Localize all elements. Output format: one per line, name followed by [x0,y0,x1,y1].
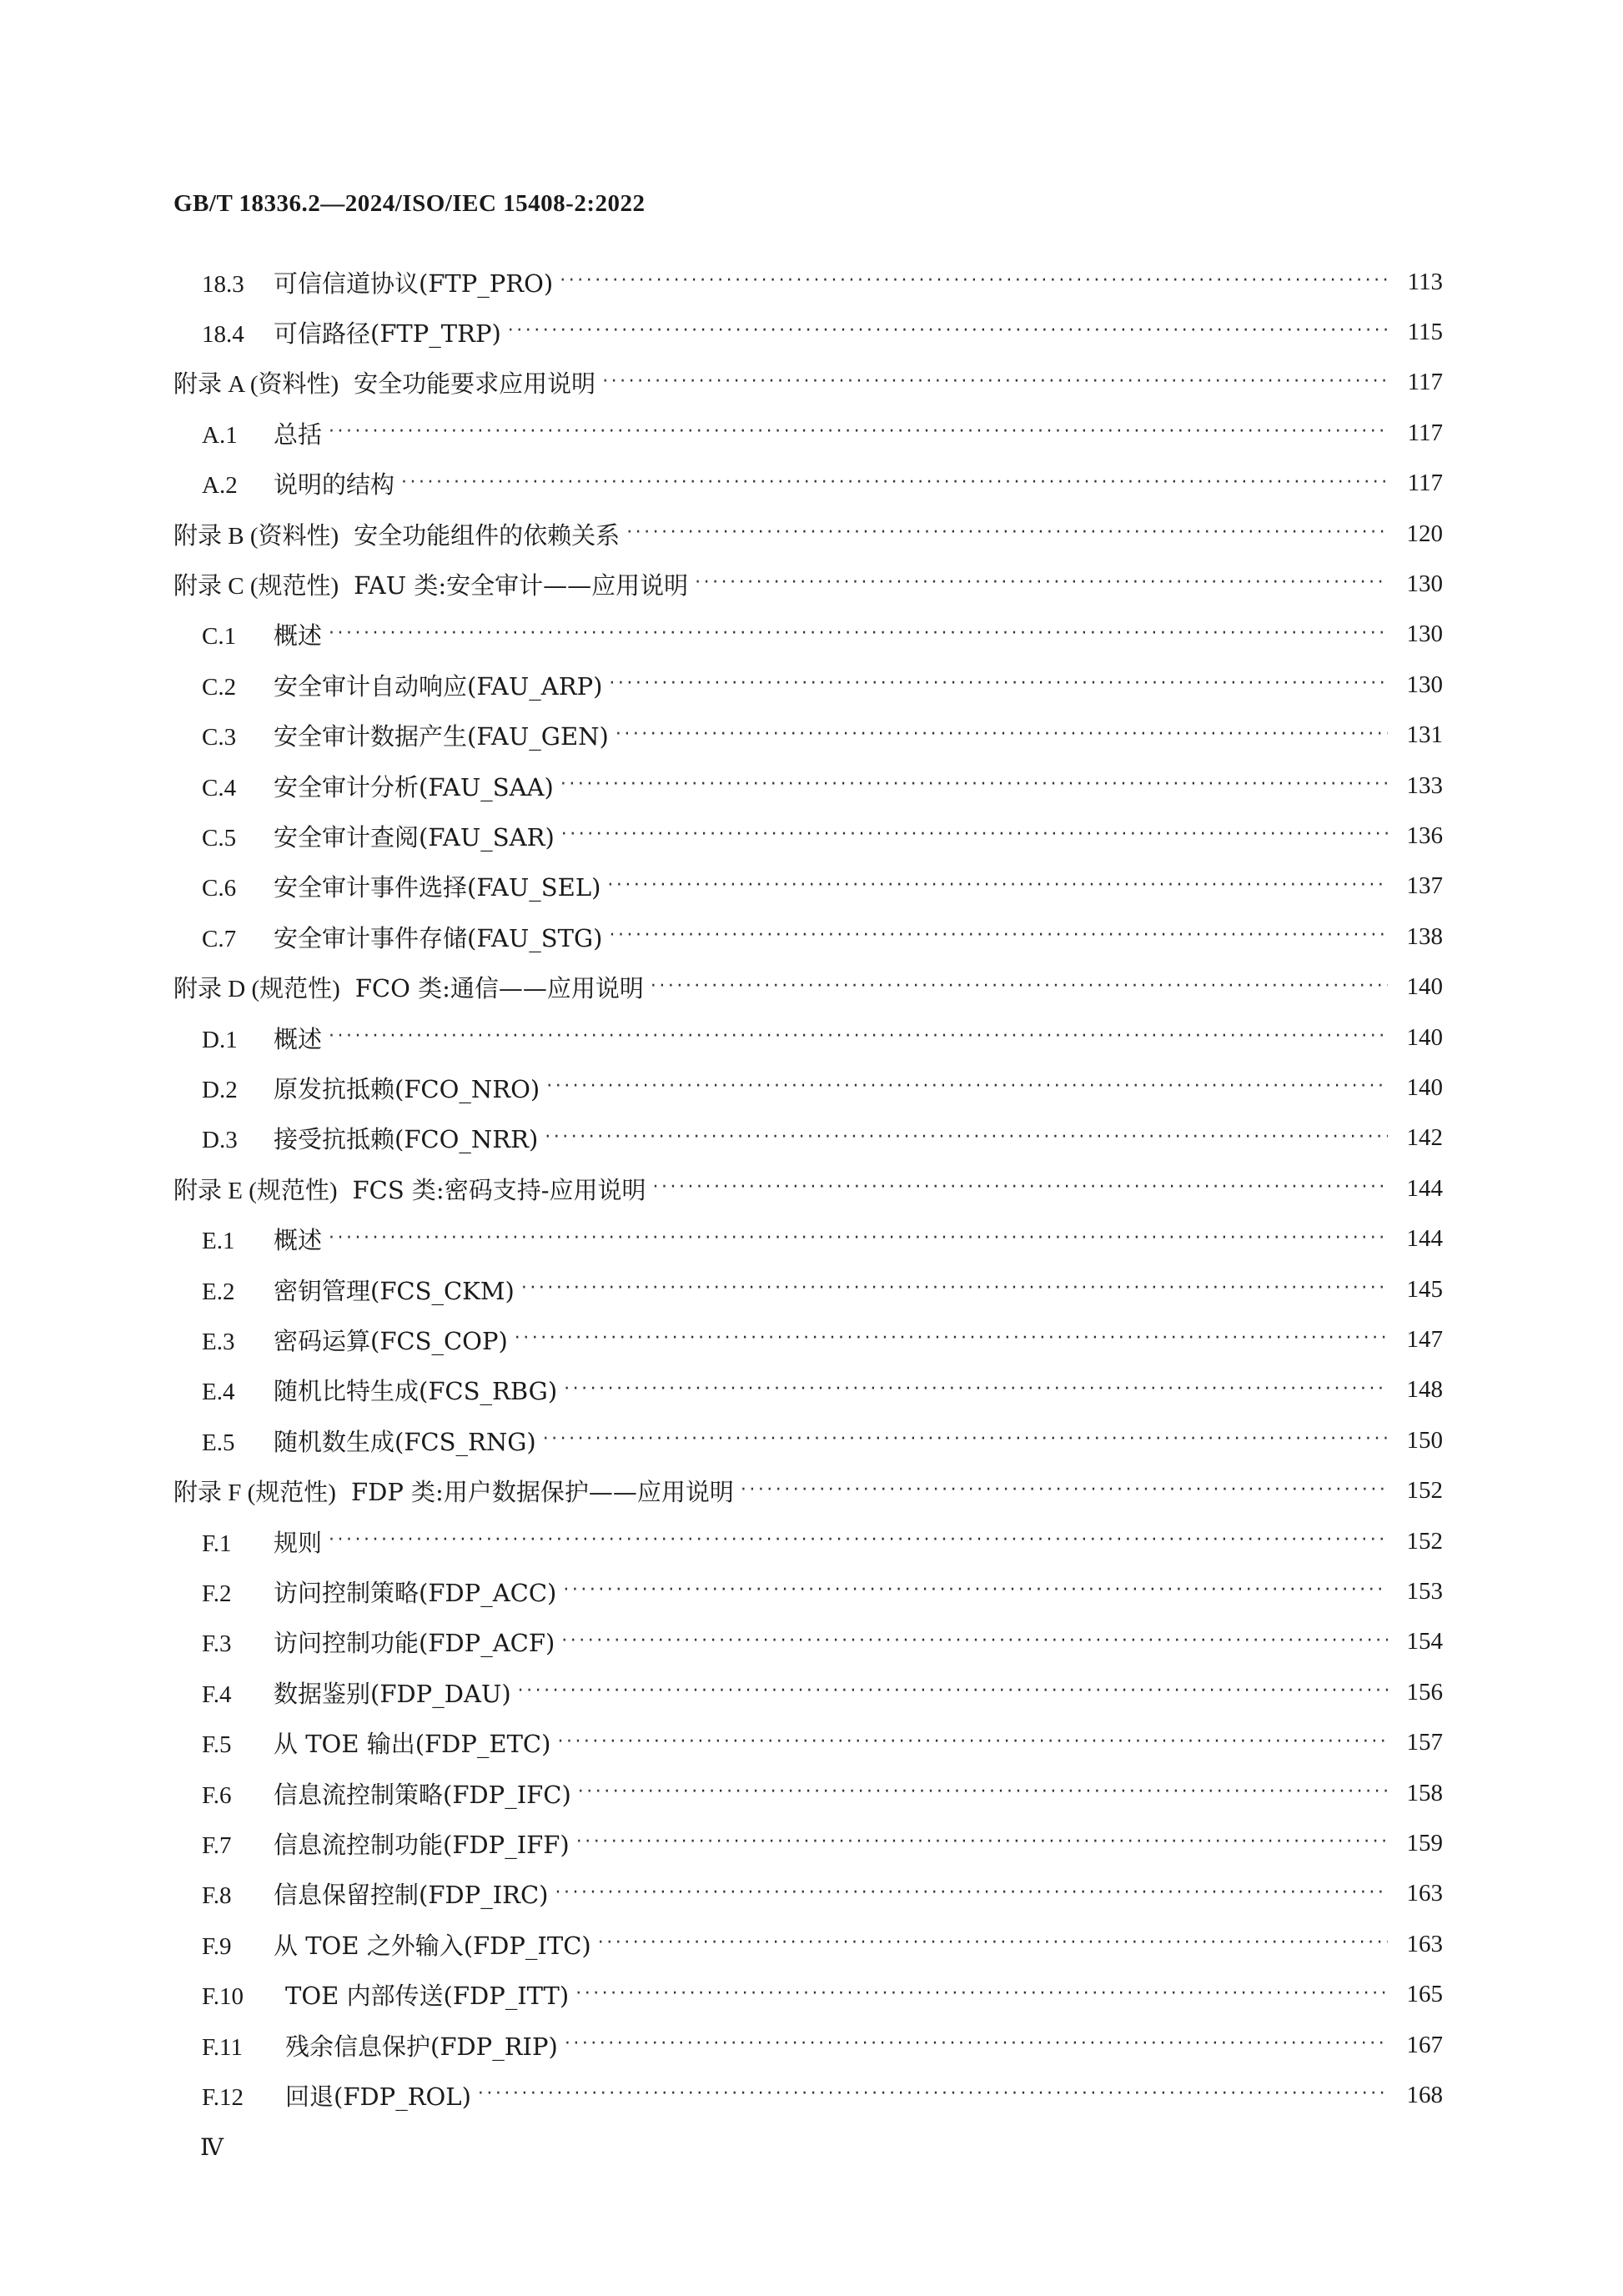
toc-entry-title: 原发抗抵赖(FCO_NRO) [274,1074,540,1103]
toc-entry-number: C.1 [202,623,237,651]
toc-entry-title: FAU 类:安全审计——应用说明 [354,570,689,600]
toc-entry-title: 随机比特生成(FCS_RBG) [274,1377,558,1406]
toc-page-number: 163 [1406,1930,1443,1957]
toc-entry-label [202,1575,563,1609]
toc-entry-title: 访问控制功能(FDP_ACF) [274,1629,555,1658]
toc-entry-number: F.6 [202,1781,232,1809]
toc-entry[interactable] [202,265,1443,299]
toc-entry-number: C.5 [202,824,237,852]
toc-leader-dots [576,1826,1388,1860]
toc-entry[interactable] [202,1826,1443,1860]
toc-entry-title: 从 TOE 输出(FDP_ETC) [274,1730,551,1759]
toc-entry-title: 信息保留控制(FDP_IRC) [274,1881,549,1910]
toc-entry-title: 回退(FDP_ROL) [285,2082,471,2111]
toc-leader-dots [560,769,1388,802]
toc-entry-label [173,1474,741,1508]
toc-entry-title: 说明的结构 [274,470,395,500]
toc-page-number: 159 [1406,1829,1443,1856]
toc-entry-label [202,2078,478,2113]
toc-page-number: 168 [1406,2081,1443,2108]
toc-leader-dots [329,618,1388,651]
toc-entry-title: 安全审计数据产生(FAU_GEN) [274,722,609,751]
toc-entry-title: 信息流控制策略(FDP_IFC) [274,1780,571,1809]
toc-entry-number: F.8 [202,1882,232,1910]
toc-leader-dots [329,1021,1388,1054]
toc-entry-label [202,819,561,853]
toc-entry-title: 安全审计查阅(FAU_SAR) [274,822,555,852]
toc-leader-dots [653,1172,1389,1205]
toc-entry-label [202,617,329,651]
toc-entry-number: A.2 [202,472,238,500]
toc-entry-number: C.3 [202,724,237,751]
toc-leader-dots [610,920,1389,953]
toc-entry[interactable] [202,1323,1443,1356]
toc-leader-dots [575,1978,1388,2012]
toc-entry-title: 可信信道协议(FTP_PRO) [274,269,554,298]
toc-entry-label [202,1676,518,1710]
toc-entry-title: 安全功能组件的依赖关系 [354,520,621,550]
toc-page-number: 165 [1406,1981,1443,2008]
toc-entry-label [202,1424,543,1458]
toc-entry[interactable] [173,1475,1443,1508]
toc-leader-dots [557,1726,1388,1760]
toc-entry[interactable] [202,2078,1443,2112]
toc-entry-title: 安全审计事件选择(FAU_SEL) [274,873,601,902]
toc-entry[interactable] [202,870,1443,903]
toc-leader-dots [401,467,1388,500]
toc-entry[interactable] [202,416,1443,450]
toc-entry[interactable] [202,315,1443,349]
toc-leader-dots [598,1927,1388,1961]
toc-entry-number: F.5 [202,1731,232,1759]
toc-leader-dots [607,870,1388,903]
toc-entry-number: E.3 [202,1328,235,1355]
toc-entry[interactable] [173,517,1443,550]
toc-page-number: 115 [1407,318,1443,345]
toc-entry-title: 接受抗抵赖(FCO_NRR) [274,1125,539,1154]
toc-entry[interactable] [202,1776,1443,1810]
toc-entry-label [202,769,560,803]
toc-entry-number: 附录 D (规范性) [173,976,340,1003]
toc-leader-dots [616,719,1388,752]
toc-entry-label [202,869,607,903]
toc-leader-dots [329,1525,1388,1558]
toc-entry-number: F.9 [202,1932,232,1960]
toc-leader-dots [565,2028,1388,2062]
toc-leader-dots [564,1374,1388,1407]
toc-entry[interactable] [202,618,1443,651]
toc-page-number: 140 [1406,1073,1443,1101]
toc-entry[interactable] [202,1273,1443,1306]
toc-leader-dots [329,1223,1388,1256]
toc-entry-number: F.1 [202,1530,232,1557]
toc-page-number: 152 [1406,1527,1443,1555]
toc-leader-dots [478,2078,1388,2112]
page-number: Ⅳ [200,2135,224,2161]
toc-entry[interactable] [202,1021,1443,1054]
toc-entry-number: 附录 A (资料性) [173,371,339,399]
toc-leader-dots [741,1475,1388,1508]
toc-entry-title: TOE 内部传送(FDP_ITT) [285,1982,570,2011]
toc-entry-number: C.4 [202,774,237,801]
toc-page-number: 138 [1406,922,1443,950]
toc-entry-label [202,1373,564,1407]
toc-page-number: 150 [1406,1426,1443,1454]
toc-page-number: 130 [1406,671,1443,698]
toc-entry[interactable] [202,668,1443,701]
toc-entry[interactable] [202,1525,1443,1558]
toc-page-number: 157 [1406,1729,1443,1756]
toc-page-number: 130 [1406,620,1443,648]
toc-entry-label [202,1121,545,1155]
toc-leader-dots [695,567,1388,600]
toc-entry-title: 概述 [274,1226,323,1255]
toc-entry[interactable] [173,971,1443,1004]
toc-entry-label [202,466,401,500]
toc-entry-number: C.6 [202,875,237,902]
toc-entry-title: 残余信息保护(FDP_RIP) [285,2032,558,2061]
toc-entry-number: E.2 [202,1278,235,1305]
toc-entry[interactable] [173,1172,1443,1205]
toc-leader-dots [561,1625,1388,1659]
toc-entry-title: FDP 类:用户数据保护——应用说明 [350,1478,734,1507]
toc-entry[interactable] [202,1424,1443,1457]
toc-entry-label [173,567,695,601]
toc-page-number: 136 [1406,821,1443,849]
toc-page-number: 154 [1406,1628,1443,1655]
toc-page-number: 131 [1406,721,1443,749]
toc-entry-title: 概述 [274,621,323,651]
toc-entry-number: E.4 [202,1379,235,1406]
toc-page-number: 153 [1406,1577,1443,1605]
toc-entry-title: 密钥管理(FCS_CKM) [274,1276,515,1305]
toc-entry-number: D.1 [202,1026,238,1053]
toc-entry-label [202,1876,555,1911]
toc-entry[interactable] [173,366,1443,399]
toc-leader-dots [546,1071,1388,1104]
document-header: GB/T 18336.2—2024/ISO/IEC 15408-2:2022 [173,190,646,217]
toc-leader-dots [578,1776,1388,1810]
toc-entry[interactable] [202,1575,1443,1608]
toc-entry-number: D.3 [202,1127,238,1154]
toc-page-number: 113 [1407,268,1443,295]
toc-entry-title: 随机数生成(FCS_RNG) [274,1427,536,1456]
toc-leader-dots [543,1424,1388,1457]
toc-entry-label [202,1726,557,1760]
toc-leader-dots [545,1122,1388,1155]
toc-entry[interactable] [202,920,1443,953]
toc-leader-dots [518,1676,1388,1709]
toc-page-number: 140 [1406,973,1443,1001]
toc-entry-number: D.2 [202,1076,238,1103]
toc-entry-label [202,1977,575,2012]
toc-entry-number: F.7 [202,1831,232,1859]
toc-page-number: 130 [1406,570,1443,597]
toc-entry-label [202,1273,521,1307]
toc-entry[interactable] [202,467,1443,500]
toc-page-number: 117 [1407,470,1443,497]
toc-entry-label [202,2028,565,2062]
toc-entry-number: F.4 [202,1681,232,1708]
toc-page-number: 140 [1406,1023,1443,1051]
toc-leader-dots [508,315,1388,349]
toc-entry-title: 安全审计分析(FAU_SAA) [274,772,554,801]
toc-page-number: 117 [1407,419,1443,446]
toc-page-number: 147 [1406,1325,1443,1353]
toc-entry-title: 从 TOE 之外输入(FDP_ITC) [274,1931,591,1960]
toc-leader-dots [563,1575,1388,1608]
toc-entry-label [202,718,616,752]
toc-page-number: 163 [1406,1880,1443,1907]
toc-entry-title: 访问控制策略(FDP_ACC) [274,1578,557,1607]
toc-entry-number: F.10 [202,1983,244,2011]
toc-entry[interactable] [202,769,1443,802]
toc-leader-dots [521,1273,1388,1306]
toc-entry[interactable] [202,1877,1443,1911]
toc-entry-title: 信息流控制功能(FDP_IFF) [274,1830,570,1859]
toc-entry-label [202,1021,329,1055]
toc-entry[interactable] [202,1726,1443,1760]
toc-entry-label [202,1625,561,1659]
toc-leader-dots [329,416,1388,450]
toc-page-number: 137 [1406,872,1443,900]
toc-entry-label [202,1323,515,1357]
toc-entry-title: 数据鉴别(FDP_DAU) [274,1679,511,1708]
toc-entry-title: 总括 [274,420,323,449]
toc-entry-number: F.2 [202,1580,232,1607]
toc-entry-number: E.5 [202,1429,235,1456]
toc-page-number: 158 [1406,1779,1443,1806]
toc-entry-title: 可信路径(FTP_TRP) [274,319,501,348]
toc-entry-label [173,365,602,399]
toc-entry[interactable] [202,2028,1443,2062]
toc-entry-title: 密码运算(FCS_COP) [274,1326,508,1355]
toc-entry-label [202,668,609,702]
toc-entry-title: FCS 类:密码支持-应用说明 [352,1175,646,1204]
toc-entry-label [202,416,329,450]
toc-entry-number: 18.4 [202,320,244,348]
toc-entry-number: 18.3 [202,270,244,298]
toc-entry[interactable] [202,1978,1443,2012]
toc-entry-number: F.3 [202,1630,232,1658]
toc-page-number: 145 [1406,1275,1443,1303]
toc-entry-number: F.11 [202,2033,243,2061]
toc-page-number: 167 [1406,2031,1443,2058]
toc-entry[interactable] [202,1625,1443,1659]
toc-entry-label [173,517,626,551]
toc-entry[interactable] [202,719,1443,752]
toc-entry-label [202,1222,329,1256]
toc-entry-number: F.12 [202,2083,244,2111]
toc-entry-label [202,1927,598,1962]
toc-leader-dots [555,1877,1389,1911]
toc-leader-dots [651,971,1388,1004]
toc-entry[interactable] [202,1927,1443,1961]
toc-entry-title: 规则 [274,1528,323,1557]
toc-entry[interactable] [202,1374,1443,1407]
toc-entry[interactable] [202,1122,1443,1155]
toc-entry-label [202,315,508,349]
toc-entry-label [202,920,610,954]
toc-page-number: 133 [1406,771,1443,799]
toc-entry-number: A.1 [202,421,238,449]
toc-entry-number: C.2 [202,673,237,701]
toc-page-number: 152 [1406,1477,1443,1505]
toc-entry-number: E.1 [202,1228,235,1255]
toc-page-number: 156 [1406,1678,1443,1706]
toc-entry-title: FCO 类:通信——应用说明 [354,974,644,1003]
toc-entry[interactable] [173,567,1443,600]
toc-entry-number: 附录 E (规范性) [173,1177,338,1204]
toc-entry-label [202,1071,546,1105]
toc-entry[interactable] [202,1676,1443,1709]
toc-entry-label [173,1172,653,1206]
toc-entry-title: 安全审计事件存储(FAU_STG) [274,923,603,952]
toc-entry-label [173,970,651,1004]
toc-page-number: 148 [1406,1376,1443,1404]
toc-entry-label [202,1525,329,1559]
toc-leader-dots [626,517,1388,550]
toc-page-number: 120 [1406,520,1443,547]
toc-entry-number: 附录 C (规范性) [173,572,339,600]
toc-entry-number: C.7 [202,925,237,952]
toc-entry-label [202,1826,576,1861]
toc-leader-dots [561,819,1388,852]
toc-entry-number: 附录 F (规范性) [173,1480,336,1507]
toc-page-number: 117 [1407,369,1443,396]
toc-leader-dots [515,1323,1388,1356]
toc-entry[interactable] [202,1223,1443,1256]
toc-entry-title: 概述 [274,1024,323,1053]
toc-entry-title: 安全功能要求应用说明 [354,369,596,399]
toc-entry-number: 附录 B (资料性) [173,522,339,550]
toc-page-number: 142 [1406,1124,1443,1152]
toc-entry[interactable] [202,1071,1443,1104]
toc-entry-label [202,1776,578,1811]
toc-page-number: 144 [1406,1174,1443,1202]
toc-entry-label [202,265,560,299]
toc-leader-dots [609,668,1388,701]
toc-leader-dots [602,366,1388,399]
toc-page-number: 144 [1406,1225,1443,1253]
toc-entry-title: 安全审计自动响应(FAU_ARP) [274,671,603,701]
toc-entry[interactable] [202,819,1443,852]
toc-leader-dots [560,265,1388,299]
